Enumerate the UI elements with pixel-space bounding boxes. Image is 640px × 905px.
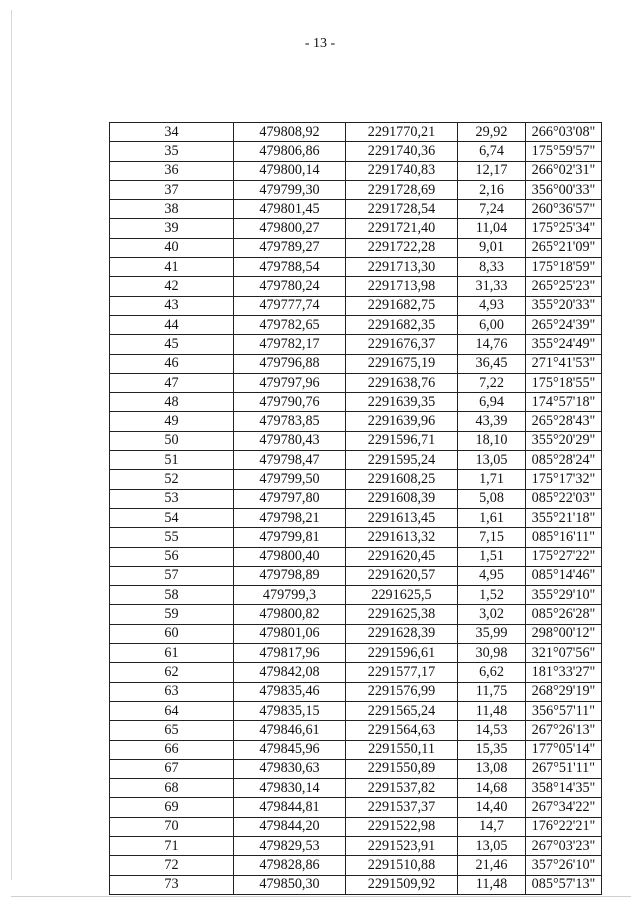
y-coordinate-cell: 2291625,38 xyxy=(346,605,458,624)
bearing-cell: 267°03'23" xyxy=(526,836,602,855)
table-row xyxy=(110,663,602,682)
table-row xyxy=(110,605,602,624)
x-coordinate-cell: 479845,96 xyxy=(234,740,346,759)
y-coordinate-cell: 2291728,54 xyxy=(346,200,458,219)
bearing-cell: 356°00'33" xyxy=(526,180,602,199)
distance-cell: 13,05 xyxy=(458,451,526,470)
x-coordinate-cell: 479829,53 xyxy=(234,836,346,855)
distance-cell: 14,53 xyxy=(458,721,526,740)
x-coordinate-cell: 479835,46 xyxy=(234,682,346,701)
x-coordinate-cell: 479799,81 xyxy=(234,528,346,547)
table-row xyxy=(110,528,602,547)
bearing-cell: 175°27'22" xyxy=(526,547,602,566)
distance-cell: 14,7 xyxy=(458,817,526,836)
point-number-cell: 69 xyxy=(110,798,234,817)
x-coordinate-cell: 479782,17 xyxy=(234,335,346,354)
distance-cell: 14,76 xyxy=(458,335,526,354)
bearing-cell: 085°26'28" xyxy=(526,605,602,624)
y-coordinate-cell: 2291577,17 xyxy=(346,663,458,682)
distance-cell: 4,93 xyxy=(458,296,526,315)
bearing-cell: 265°28'43" xyxy=(526,412,602,431)
distance-cell: 12,17 xyxy=(458,161,526,180)
x-coordinate-cell: 479799,50 xyxy=(234,470,346,489)
distance-cell: 1,51 xyxy=(458,547,526,566)
point-number-cell: 53 xyxy=(110,489,234,508)
point-number-cell: 62 xyxy=(110,663,234,682)
table-row xyxy=(110,200,602,219)
bearing-cell: 268°29'19" xyxy=(526,682,602,701)
point-number-cell: 34 xyxy=(110,123,234,142)
y-coordinate-cell: 2291522,98 xyxy=(346,817,458,836)
bearing-cell: 266°03'08" xyxy=(526,123,602,142)
bearing-cell: 175°18'59" xyxy=(526,258,602,277)
distance-cell: 6,00 xyxy=(458,315,526,334)
bearing-cell: 175°59'57" xyxy=(526,142,602,161)
table-row xyxy=(110,624,602,643)
table-row xyxy=(110,798,602,817)
y-coordinate-cell: 2291639,96 xyxy=(346,412,458,431)
table-row xyxy=(110,393,602,412)
x-coordinate-cell: 479780,43 xyxy=(234,431,346,450)
point-number-cell: 73 xyxy=(110,875,234,894)
y-coordinate-cell: 2291713,98 xyxy=(346,277,458,296)
y-coordinate-cell: 2291550,11 xyxy=(346,740,458,759)
x-coordinate-cell: 479801,06 xyxy=(234,624,346,643)
bearing-cell: 181°33'27" xyxy=(526,663,602,682)
x-coordinate-cell: 479798,21 xyxy=(234,508,346,527)
table-row xyxy=(110,219,602,238)
table-row xyxy=(110,740,602,759)
y-coordinate-cell: 2291564,63 xyxy=(346,721,458,740)
table-row xyxy=(110,431,602,450)
y-coordinate-cell: 2291550,89 xyxy=(346,759,458,778)
table-row xyxy=(110,836,602,855)
point-number-cell: 72 xyxy=(110,856,234,875)
bearing-cell: 358°14'35" xyxy=(526,779,602,798)
table-row xyxy=(110,644,602,663)
x-coordinate-cell: 479800,14 xyxy=(234,161,346,180)
point-number-cell: 38 xyxy=(110,200,234,219)
point-number-cell: 36 xyxy=(110,161,234,180)
distance-cell: 7,24 xyxy=(458,200,526,219)
bearing-cell: 357°26'10" xyxy=(526,856,602,875)
y-coordinate-cell: 2291613,45 xyxy=(346,508,458,527)
bearing-cell: 355°20'33" xyxy=(526,296,602,315)
distance-cell: 13,08 xyxy=(458,759,526,778)
table-row xyxy=(110,586,602,605)
point-number-cell: 47 xyxy=(110,373,234,392)
y-coordinate-cell: 2291722,28 xyxy=(346,238,458,257)
table-row xyxy=(110,238,602,257)
table-row xyxy=(110,856,602,875)
y-coordinate-cell: 2291509,92 xyxy=(346,875,458,894)
page-edge-line xyxy=(11,10,12,880)
y-coordinate-cell: 2291613,32 xyxy=(346,528,458,547)
table-row xyxy=(110,547,602,566)
point-number-cell: 57 xyxy=(110,566,234,585)
point-number-cell: 70 xyxy=(110,817,234,836)
table-row xyxy=(110,123,602,142)
bearing-cell: 298°00'12" xyxy=(526,624,602,643)
distance-cell: 1,52 xyxy=(458,586,526,605)
point-number-cell: 66 xyxy=(110,740,234,759)
bearing-cell: 085°14'46" xyxy=(526,566,602,585)
point-number-cell: 42 xyxy=(110,277,234,296)
x-coordinate-cell: 479800,40 xyxy=(234,547,346,566)
distance-cell: 1,61 xyxy=(458,508,526,527)
y-coordinate-cell: 2291620,57 xyxy=(346,566,458,585)
point-number-cell: 41 xyxy=(110,258,234,277)
bearing-cell: 177°05'14" xyxy=(526,740,602,759)
x-coordinate-cell: 479798,89 xyxy=(234,566,346,585)
x-coordinate-cell: 479828,86 xyxy=(234,856,346,875)
y-coordinate-cell: 2291638,76 xyxy=(346,373,458,392)
bearing-cell: 175°25'34" xyxy=(526,219,602,238)
point-number-cell: 61 xyxy=(110,644,234,663)
distance-cell: 21,46 xyxy=(458,856,526,875)
distance-cell: 2,16 xyxy=(458,180,526,199)
y-coordinate-cell: 2291510,88 xyxy=(346,856,458,875)
table-row xyxy=(110,315,602,334)
x-coordinate-cell: 479850,30 xyxy=(234,875,346,894)
point-number-cell: 50 xyxy=(110,431,234,450)
x-coordinate-cell: 479780,24 xyxy=(234,277,346,296)
x-coordinate-cell: 479788,54 xyxy=(234,258,346,277)
point-number-cell: 54 xyxy=(110,508,234,527)
y-coordinate-cell: 2291721,40 xyxy=(346,219,458,238)
distance-cell: 6,62 xyxy=(458,663,526,682)
y-coordinate-cell: 2291682,35 xyxy=(346,315,458,334)
point-number-cell: 67 xyxy=(110,759,234,778)
distance-cell: 7,22 xyxy=(458,373,526,392)
point-number-cell: 43 xyxy=(110,296,234,315)
y-coordinate-cell: 2291676,37 xyxy=(346,335,458,354)
x-coordinate-cell: 479798,47 xyxy=(234,451,346,470)
point-number-cell: 51 xyxy=(110,451,234,470)
distance-cell: 6,94 xyxy=(458,393,526,412)
table-row xyxy=(110,412,602,431)
table-row xyxy=(110,142,602,161)
y-coordinate-cell: 2291523,91 xyxy=(346,836,458,855)
bearing-cell: 267°26'13" xyxy=(526,721,602,740)
bearing-cell: 175°17'32" xyxy=(526,470,602,489)
distance-cell: 18,10 xyxy=(458,431,526,450)
x-coordinate-cell: 479797,96 xyxy=(234,373,346,392)
y-coordinate-cell: 2291596,61 xyxy=(346,644,458,663)
table-row xyxy=(110,779,602,798)
distance-cell: 13,05 xyxy=(458,836,526,855)
point-number-cell: 63 xyxy=(110,682,234,701)
distance-cell: 9,01 xyxy=(458,238,526,257)
point-number-cell: 45 xyxy=(110,335,234,354)
table-row xyxy=(110,296,602,315)
x-coordinate-cell: 479844,20 xyxy=(234,817,346,836)
bearing-cell: 175°18'55" xyxy=(526,373,602,392)
distance-cell: 3,02 xyxy=(458,605,526,624)
x-coordinate-cell: 479835,15 xyxy=(234,701,346,720)
x-coordinate-cell: 479796,88 xyxy=(234,354,346,373)
point-number-cell: 65 xyxy=(110,721,234,740)
bearing-cell: 321°07'56" xyxy=(526,644,602,663)
y-coordinate-cell: 2291595,24 xyxy=(346,451,458,470)
y-coordinate-cell: 2291628,39 xyxy=(346,624,458,643)
table-row xyxy=(110,335,602,354)
table-row xyxy=(110,566,602,585)
distance-cell: 11,48 xyxy=(458,701,526,720)
point-number-cell: 37 xyxy=(110,180,234,199)
bearing-cell: 176°22'21" xyxy=(526,817,602,836)
x-coordinate-cell: 479782,65 xyxy=(234,315,346,334)
bearing-cell: 266°02'31" xyxy=(526,161,602,180)
y-coordinate-cell: 2291537,82 xyxy=(346,779,458,798)
x-coordinate-cell: 479844,81 xyxy=(234,798,346,817)
point-number-cell: 71 xyxy=(110,836,234,855)
distance-cell: 30,98 xyxy=(458,644,526,663)
y-coordinate-cell: 2291770,21 xyxy=(346,123,458,142)
distance-cell: 8,33 xyxy=(458,258,526,277)
x-coordinate-cell: 479799,3 xyxy=(234,586,346,605)
y-coordinate-cell: 2291728,69 xyxy=(346,180,458,199)
y-coordinate-cell: 2291608,39 xyxy=(346,489,458,508)
point-number-cell: 68 xyxy=(110,779,234,798)
bearing-cell: 265°24'39" xyxy=(526,315,602,334)
y-coordinate-cell: 2291639,35 xyxy=(346,393,458,412)
coordinates-table xyxy=(109,122,602,895)
page-number: - 13 - xyxy=(304,36,336,51)
table-row xyxy=(110,721,602,740)
x-coordinate-cell: 479806,86 xyxy=(234,142,346,161)
y-coordinate-cell: 2291625,5 xyxy=(346,586,458,605)
x-coordinate-cell: 479830,14 xyxy=(234,779,346,798)
bearing-cell: 355°24'49" xyxy=(526,335,602,354)
y-coordinate-cell: 2291608,25 xyxy=(346,470,458,489)
x-coordinate-cell: 479830,63 xyxy=(234,759,346,778)
x-coordinate-cell: 479789,27 xyxy=(234,238,346,257)
y-coordinate-cell: 2291713,30 xyxy=(346,258,458,277)
bearing-cell: 355°29'10" xyxy=(526,586,602,605)
x-coordinate-cell: 479797,80 xyxy=(234,489,346,508)
distance-cell: 7,15 xyxy=(458,528,526,547)
x-coordinate-cell: 479842,08 xyxy=(234,663,346,682)
table-row xyxy=(110,180,602,199)
distance-cell: 11,48 xyxy=(458,875,526,894)
point-number-cell: 55 xyxy=(110,528,234,547)
y-coordinate-cell: 2291596,71 xyxy=(346,431,458,450)
bearing-cell: 355°21'18" xyxy=(526,508,602,527)
point-number-cell: 59 xyxy=(110,605,234,624)
table-row xyxy=(110,759,602,778)
distance-cell: 11,75 xyxy=(458,682,526,701)
x-coordinate-cell: 479801,45 xyxy=(234,200,346,219)
distance-cell: 29,92 xyxy=(458,123,526,142)
y-coordinate-cell: 2291740,83 xyxy=(346,161,458,180)
table-row xyxy=(110,258,602,277)
table-row xyxy=(110,373,602,392)
point-number-cell: 48 xyxy=(110,393,234,412)
point-number-cell: 35 xyxy=(110,142,234,161)
bearing-cell: 267°51'11" xyxy=(526,759,602,778)
bearing-cell: 356°57'11" xyxy=(526,701,602,720)
distance-cell: 43,39 xyxy=(458,412,526,431)
page-bottom-line xyxy=(11,896,631,897)
coordinates-table-body xyxy=(110,123,602,895)
point-number-cell: 58 xyxy=(110,586,234,605)
distance-cell: 36,45 xyxy=(458,354,526,373)
table-row xyxy=(110,817,602,836)
table-row xyxy=(110,682,602,701)
distance-cell: 1,71 xyxy=(458,470,526,489)
x-coordinate-cell: 479808,92 xyxy=(234,123,346,142)
table-row xyxy=(110,277,602,296)
distance-cell: 11,04 xyxy=(458,219,526,238)
distance-cell: 5,08 xyxy=(458,489,526,508)
bearing-cell: 265°25'23" xyxy=(526,277,602,296)
point-number-cell: 56 xyxy=(110,547,234,566)
distance-cell: 14,68 xyxy=(458,779,526,798)
bearing-cell: 085°57'13" xyxy=(526,875,602,894)
bearing-cell: 085°16'11" xyxy=(526,528,602,547)
x-coordinate-cell: 479800,27 xyxy=(234,219,346,238)
y-coordinate-cell: 2291740,36 xyxy=(346,142,458,161)
y-coordinate-cell: 2291537,37 xyxy=(346,798,458,817)
distance-cell: 14,40 xyxy=(458,798,526,817)
table-row xyxy=(110,508,602,527)
bearing-cell: 265°21'09" xyxy=(526,238,602,257)
point-number-cell: 44 xyxy=(110,315,234,334)
x-coordinate-cell: 479800,82 xyxy=(234,605,346,624)
distance-cell: 6,74 xyxy=(458,142,526,161)
y-coordinate-cell: 2291576,99 xyxy=(346,682,458,701)
table-row xyxy=(110,875,602,894)
y-coordinate-cell: 2291675,19 xyxy=(346,354,458,373)
x-coordinate-cell: 479783,85 xyxy=(234,412,346,431)
distance-cell: 35,99 xyxy=(458,624,526,643)
x-coordinate-cell: 479846,61 xyxy=(234,721,346,740)
bearing-cell: 085°22'03" xyxy=(526,489,602,508)
table-row xyxy=(110,354,602,373)
distance-cell: 4,95 xyxy=(458,566,526,585)
table-row xyxy=(110,489,602,508)
bearing-cell: 260°36'57" xyxy=(526,200,602,219)
point-number-cell: 64 xyxy=(110,701,234,720)
bearing-cell: 085°28'24" xyxy=(526,451,602,470)
x-coordinate-cell: 479777,74 xyxy=(234,296,346,315)
point-number-cell: 46 xyxy=(110,354,234,373)
bearing-cell: 267°34'22" xyxy=(526,798,602,817)
table-row xyxy=(110,161,602,180)
table-row xyxy=(110,701,602,720)
bearing-cell: 355°20'29" xyxy=(526,431,602,450)
distance-cell: 15,35 xyxy=(458,740,526,759)
bearing-cell: 271°41'53" xyxy=(526,354,602,373)
table-row xyxy=(110,451,602,470)
y-coordinate-cell: 2291682,75 xyxy=(346,296,458,315)
y-coordinate-cell: 2291565,24 xyxy=(346,701,458,720)
x-coordinate-cell: 479799,30 xyxy=(234,180,346,199)
point-number-cell: 39 xyxy=(110,219,234,238)
point-number-cell: 52 xyxy=(110,470,234,489)
x-coordinate-cell: 479790,76 xyxy=(234,393,346,412)
distance-cell: 31,33 xyxy=(458,277,526,296)
x-coordinate-cell: 479817,96 xyxy=(234,644,346,663)
bearing-cell: 174°57'18" xyxy=(526,393,602,412)
table-row xyxy=(110,470,602,489)
y-coordinate-cell: 2291620,45 xyxy=(346,547,458,566)
point-number-cell: 49 xyxy=(110,412,234,431)
point-number-cell: 40 xyxy=(110,238,234,257)
point-number-cell: 60 xyxy=(110,624,234,643)
